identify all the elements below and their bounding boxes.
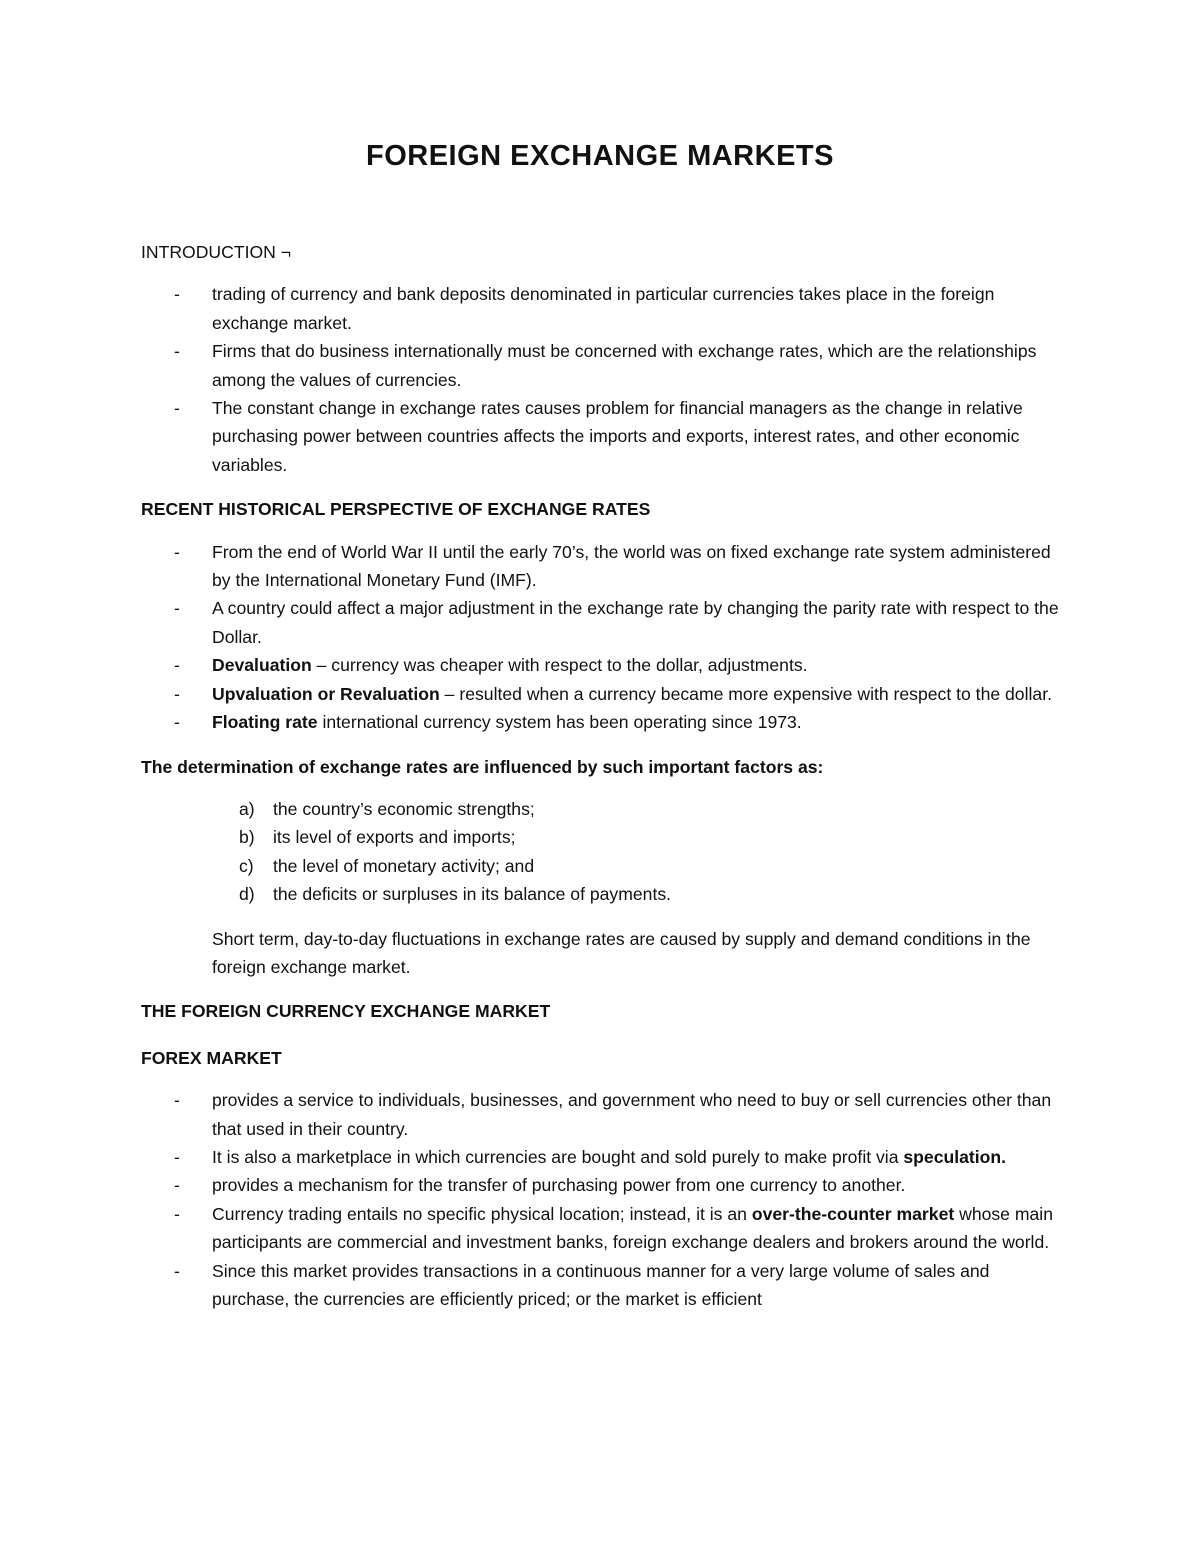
list-item-bold-term: Floating rate <box>212 712 318 733</box>
dash-marker: - <box>174 341 180 362</box>
list-item <box>141 280 1061 337</box>
dash-marker: - <box>174 1090 180 1111</box>
forex-subheading: FOREX MARKET <box>141 1047 282 1068</box>
list-item-text: Firms that do business internationally must be concerned with exchange rates, which are the relationships among the values of currencies. <box>212 341 1037 390</box>
list-item <box>141 1143 1061 1171</box>
list-item <box>141 1200 1061 1257</box>
list-item-bold-term: speculation. <box>903 1146 1007 1167</box>
dash-marker: - <box>174 683 180 704</box>
list-item <box>141 1086 1061 1143</box>
list-item <box>141 795 1061 823</box>
market-heading: THE FOREIGN CURRENCY EXCHANGE MARKET <box>141 1001 551 1022</box>
list-marker: c) <box>239 855 254 876</box>
list-item <box>141 823 1061 851</box>
document-body <box>141 238 1061 1313</box>
list-item <box>141 594 1061 651</box>
list-item-text: – currency was cheaper with respect to the dollar, adjustments. <box>311 655 808 676</box>
dash-marker: - <box>174 598 180 619</box>
list-item-text: A country could affect a major adjustment in the exchange rate by changing the parity rate with respect to the Dollar. <box>212 598 1059 647</box>
list-item <box>141 880 1061 908</box>
list-marker: a) <box>239 798 255 819</box>
list-item-bold-term: over-the-counter market <box>751 1203 955 1224</box>
determination-heading: The determination of exchange rates are influenced by such important factors as: <box>141 756 824 777</box>
dash-marker: - <box>174 1260 180 1281</box>
list-item <box>141 1257 1061 1314</box>
list-item-text: international currency system has been operating since 1973. <box>317 712 802 733</box>
list-item-bold-term: Devaluation <box>212 655 312 676</box>
dash-marker: - <box>174 655 180 676</box>
dash-marker: - <box>174 284 180 305</box>
introduction-list <box>141 280 1061 479</box>
list-item-bold-term: Upvaluation or Revaluation <box>212 683 440 704</box>
list-item <box>141 538 1061 595</box>
dash-marker: - <box>174 1146 180 1167</box>
list-item-text: Since this market provides transactions in a continuous manner for a very large volume of sales and purchase, the currencies are efficiently priced; or the market is efficient <box>212 1260 990 1309</box>
list-item-text: its level of exports and imports; <box>273 827 516 848</box>
list-item-text: the level of monetary activity; and <box>273 855 535 876</box>
dash-marker: - <box>174 541 180 562</box>
history-heading: RECENT HISTORICAL PERSPECTIVE OF EXCHANGE RATES <box>141 499 651 520</box>
list-item-text: Currency trading entails no specific physical location; instead, it is an <box>212 1203 752 1224</box>
dash-marker: - <box>174 1175 180 1196</box>
list-marker: d) <box>239 884 255 905</box>
list-item <box>141 337 1061 394</box>
determination-factors-list <box>141 795 1061 909</box>
history-list <box>141 538 1061 737</box>
list-item-text: the country’s economic strengths; <box>273 798 535 819</box>
document-title: FOREIGN EXCHANGE MARKETS <box>366 140 834 172</box>
fluctuations-paragraph: Short term, day-to-day fluctuations in exchange rates are caused by supply and demand conditions in the foreign exchange market. <box>212 928 1031 977</box>
list-item <box>141 651 1061 679</box>
list-item-text: From the end of World War II until the early 70’s, the world was on fixed exchange rate system administered by the International Monetary Fund (IMF). <box>212 541 1051 591</box>
list-item <box>141 708 1061 736</box>
list-item-text: provides a mechanism for the transfer of purchasing power from one currency to another. <box>212 1175 906 1196</box>
list-item-text: It is also a marketplace in which currencies are bought and sold purely to make profit via <box>212 1146 904 1167</box>
list-item-text-after: whose main participants are commercial and investment banks, foreign exchange dealers and brokers around the world. <box>212 1203 1053 1253</box>
list-item <box>141 394 1061 479</box>
list-item-text: – resulted when a currency became more expensive with respect to the dollar. <box>439 683 1052 704</box>
list-item-text: The constant change in exchange rates causes problem for financial managers as the change in relative purchasing power between countries affects the imports and exports, interest rates, and other economic variables. <box>212 398 1023 475</box>
dash-marker: - <box>174 712 180 733</box>
list-item-text: the deficits or surpluses in its balance of payments. <box>273 884 672 905</box>
list-item-text: provides a service to individuals, businesses, and government who need to buy or sell currencies other than that used in their country. <box>212 1090 1052 1139</box>
dash-marker: - <box>174 1203 180 1224</box>
list-item <box>141 680 1061 708</box>
list-marker: b) <box>239 827 255 848</box>
list-item <box>141 1171 1061 1199</box>
list-item-text: trading of currency and bank deposits denominated in particular currencies takes place in the foreign exchange market. <box>212 284 995 333</box>
forex-list <box>141 1086 1061 1313</box>
introduction-heading: INTRODUCTION ¬ <box>141 242 292 262</box>
list-item <box>141 852 1061 880</box>
dash-marker: - <box>174 398 180 419</box>
